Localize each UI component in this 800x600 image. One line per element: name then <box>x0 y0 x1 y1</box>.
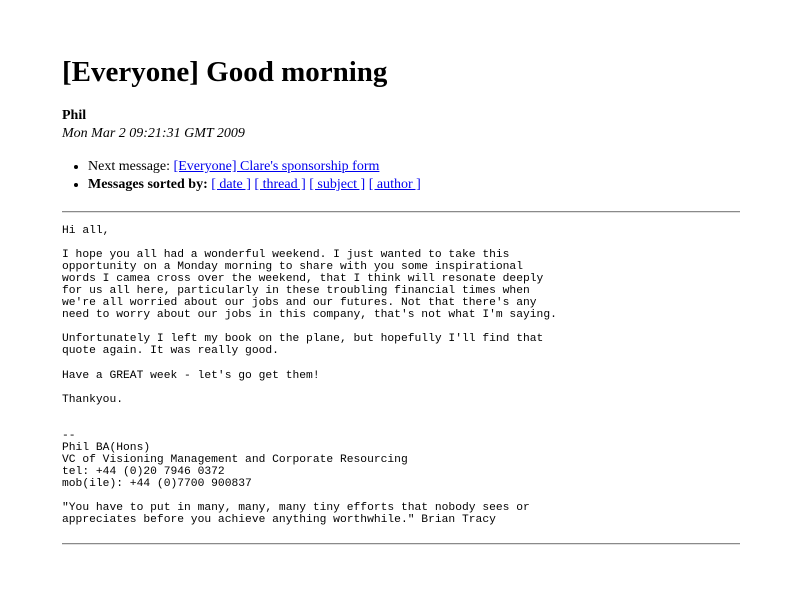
next-message-label: Next message: <box>88 159 174 174</box>
message-date: Mon Mar 2 09:21:31 GMT 2009 <box>62 126 245 141</box>
next-message-link[interactable]: [Everyone] Clare's sponsorship form <box>173 159 380 174</box>
sort-options-item <box>88 176 421 194</box>
sort-by-author-link[interactable]: [ author ] <box>368 177 421 192</box>
message-navigation <box>62 158 421 194</box>
sort-by-date-link[interactable]: [ date ] <box>211 177 251 192</box>
sort-by-subject-link[interactable]: [ subject ] <box>309 177 366 192</box>
sort-by-thread-link[interactable]: [ thread ] <box>254 177 306 192</box>
next-message-item <box>88 158 421 176</box>
sorted-by-label: Messages sorted by: <box>88 177 208 192</box>
message-body: Hi all, I hope you all had a wonderful weekend. I just wanted to take this opportunity on a Monday morning to share with you some inspirational words I camea cross over the weekend, that I think will resonate deeply for us all here, particularly in these troubling financial times when we're all worried about our jobs and our futures. Not that there's any need to worry about our jobs in this company, that's not what I'm saying. Unfortunately I left my book on the plane, but hopefully I'll find that quote again. It was really good. Have a GREAT week - let's go get them! Thankyou. -- Phil BA(Hons) VC of Visioning Management and Corporate Resourcing tel: +44 (0)20 7946 0372 mob(ile): +44 (0)7700 900837 "You have to put in many, many, many tiny efforts that nobody sees or appreciates before you achieve anything worthwhile." Brian Tracy <box>62 225 557 527</box>
top-divider <box>62 211 740 213</box>
message-author: Phil <box>62 108 87 123</box>
message-subject: [Everyone] Good morning <box>62 56 388 88</box>
bottom-divider <box>62 543 740 545</box>
